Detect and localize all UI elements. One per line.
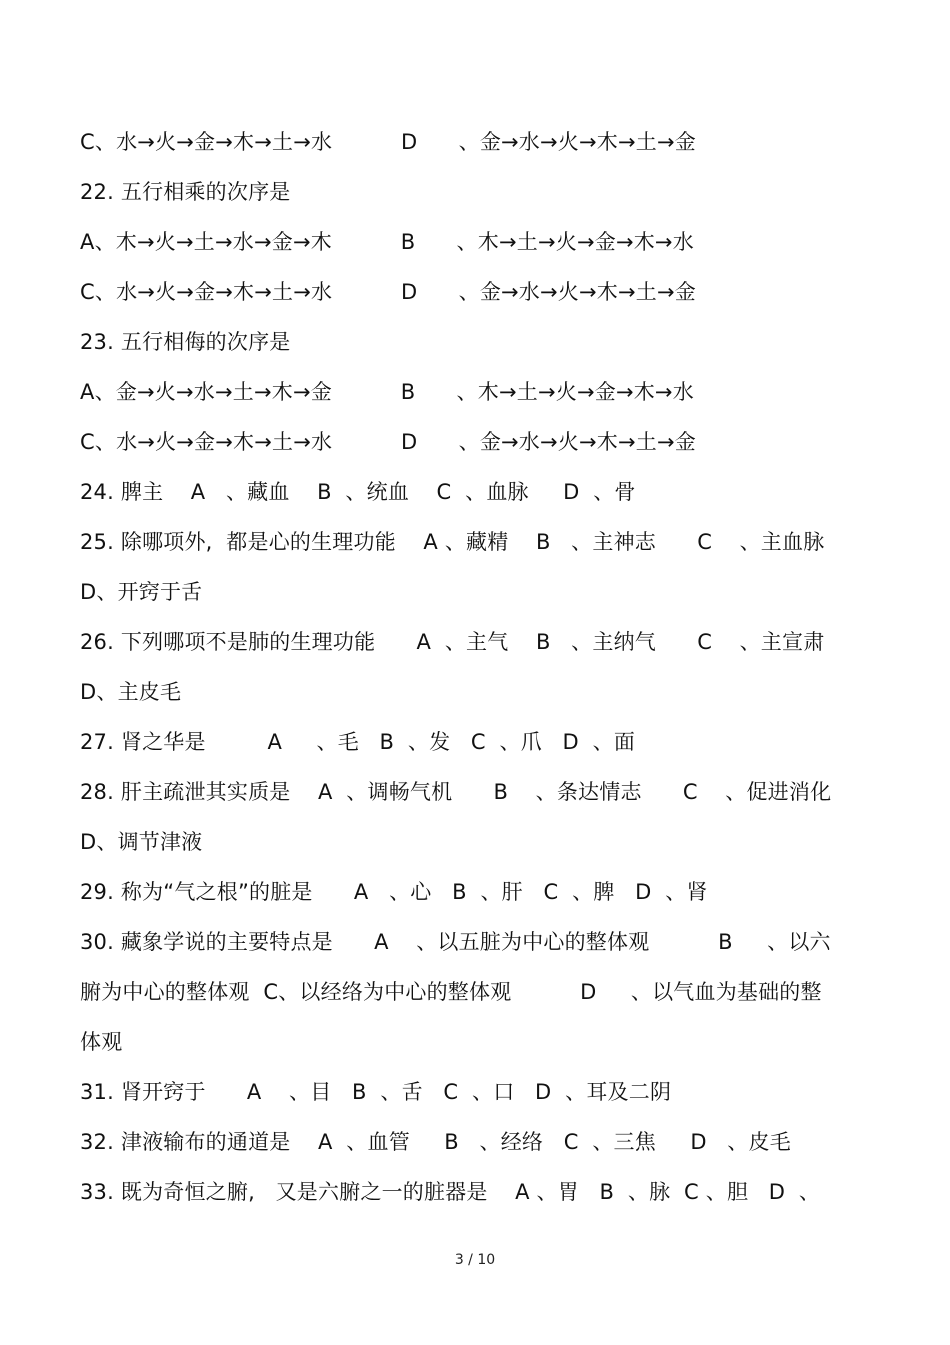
question-22-options-cd: C、水→火→金→木→土→水 D 、金→水→火→木→土→金 — [80, 280, 696, 304]
question-30-continued: 腑为中心的整体观 C、以经络为中心的整体观 D 、以气血为基础的整 — [80, 980, 822, 1004]
question-23-stem: 23. 五行相侮的次序是 — [80, 330, 291, 354]
question-23-options-cd: C、水→火→金→木→土→水 D 、金→水→火→木→土→金 — [80, 430, 696, 454]
question-31: 31. 肾开窍于 A 、目 B 、舌 C 、口 D 、耳及二阴 — [80, 1080, 672, 1104]
question-30-end: 体观 — [80, 1030, 123, 1054]
question-30: 30. 藏象学说的主要特点是 A 、以五脏为中心的整体观 B 、以六 — [80, 930, 831, 954]
question-33: 33. 既为奇恒之腑, 又是六腑之一的脏器是 A 、胃 B 、脉 C 、胆 D 、 — [80, 1180, 821, 1204]
question-22-options-ab: A、木→火→土→水→金→木 B 、木→土→火→金→木→水 — [80, 230, 694, 254]
question-26: 26. 下列哪项不是肺的生理功能 A 、主气 B 、主纳气 C 、主宣肃 — [80, 630, 825, 654]
page-number: 3 / 10 — [454, 1252, 496, 1268]
question-26-option-d: D、主皮毛 — [80, 680, 182, 704]
question-25-option-d: D、开窍于舌 — [80, 580, 203, 604]
question-32: 32. 津液输布的通道是 A 、血管 B 、经络 C 、三焦 D 、皮毛 — [80, 1130, 791, 1154]
question-23-options-ab: A、金→火→水→土→木→金 B 、木→土→火→金→木→水 — [80, 380, 694, 404]
question-28-option-d: D、调节津液 — [80, 830, 203, 854]
question-25: 25. 除哪项外, 都是心的生理功能 A 、藏精 B 、主神志 C 、主血脉 — [80, 530, 825, 554]
question-29: 29. 称为“气之根”的脏是 A 、心 B 、肝 C 、脾 D 、肾 — [80, 880, 708, 904]
question-27: 27. 肾之华是 A 、毛 B 、发 C 、爪 D 、面 — [80, 730, 636, 754]
question-22-stem: 22. 五行相乘的次序是 — [80, 180, 291, 204]
question-28: 28. 肝主疏泄其实质是 A 、调畅气机 B 、条达情志 C 、促进消化 — [80, 780, 832, 804]
question-24: 24. 脾主 A 、藏血 B 、统血 C 、血脉 D 、骨 — [80, 480, 636, 504]
question-21-options-cd: C、水→火→金→木→土→水 D 、金→水→火→木→土→金 — [80, 130, 696, 154]
